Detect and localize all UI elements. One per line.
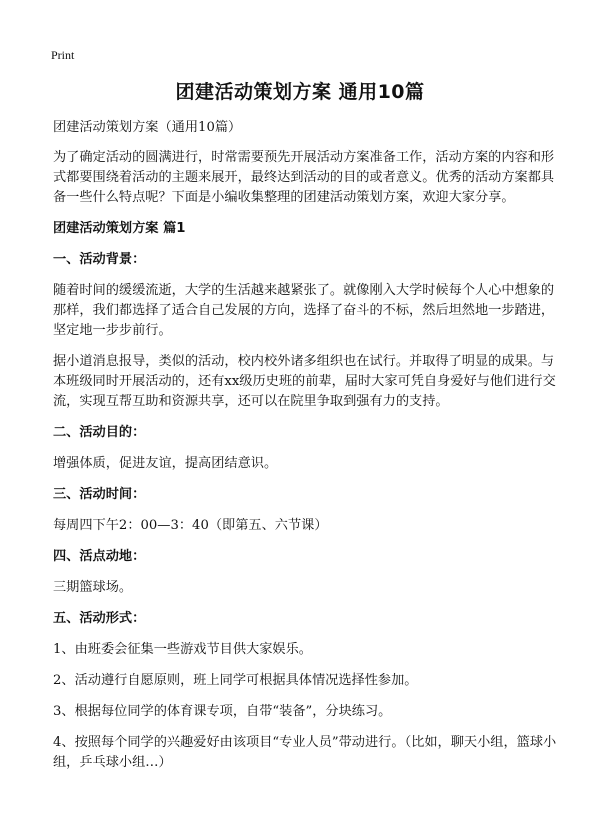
background-heading: 一、活动背景： xyxy=(53,252,146,267)
purpose-heading: 二、活动目的： xyxy=(53,425,146,440)
form-heading: 五、活动形式： xyxy=(53,611,146,626)
place-text: 三期篮球场。 xyxy=(53,580,133,595)
document-subtitle: 团建活动策划方案（通用10篇） xyxy=(53,120,242,135)
time-heading: 三、活动时间： xyxy=(53,487,146,502)
form-list-item: 1、由班委会征集一些游戏节目供大家娱乐。 xyxy=(53,642,312,657)
section-title: 团建活动策划方案 篇1 xyxy=(53,221,186,236)
background-paragraph-2: 据小道消息报导，类似的活动，校内校外诸多组织也在试行。并取得了明显的成果。与本班级同时开展活动的，还有xx级历史班的前辈，届时大家可凭自身爱好与他们进行交流，实现互帮互助和资源共享，还可以在院里争取到强有力的支持。 xyxy=(53,354,556,409)
time-text: 每周四下午2：00—3：40（即第五、六节课） xyxy=(53,518,328,533)
print-label: Print xyxy=(51,48,75,62)
form-list-item: 3、根据每位同学的体育课专项，自带“装备”，分块练习。 xyxy=(53,704,392,719)
document-body xyxy=(53,118,559,784)
form-list-item: 2、活动遵行自愿原则，班上同学可根据具体情况选择性参加。 xyxy=(53,673,418,688)
page-title: 团建活动策划方案 通用10篇 xyxy=(175,81,425,103)
intro-paragraph: 为了确定活动的圆满进行，时常需要预先开展活动方案准备工作，活动方案的内容和形式都要围绕着活动的主题来展开，最终达到活动的目的或者意义。优秀的活动方案都具备一些什么特点呢？下面是小编收集整理的团建活动策划方案，欢迎大家分享。 xyxy=(53,150,555,205)
purpose-text: 增强体质，促进友谊，提高团结意识。 xyxy=(53,456,278,471)
place-heading: 四、活点动地： xyxy=(53,549,146,564)
background-paragraph-1: 随着时间的缓缓流逝，大学的生活越来越紧张了。就像刚入大学时候每个人心中想象的那样，我们都选择了适合自己发展的方向，选择了奋斗的不标，然后坦然地一步踏进，坚定地一步步前行。 xyxy=(53,283,555,338)
form-list-item: 4、按照每个同学的兴趣爱好由该项目“专业人员”带动进行。（比如，聊天小组，篮球小组，乒乓球小组…） xyxy=(53,735,557,770)
